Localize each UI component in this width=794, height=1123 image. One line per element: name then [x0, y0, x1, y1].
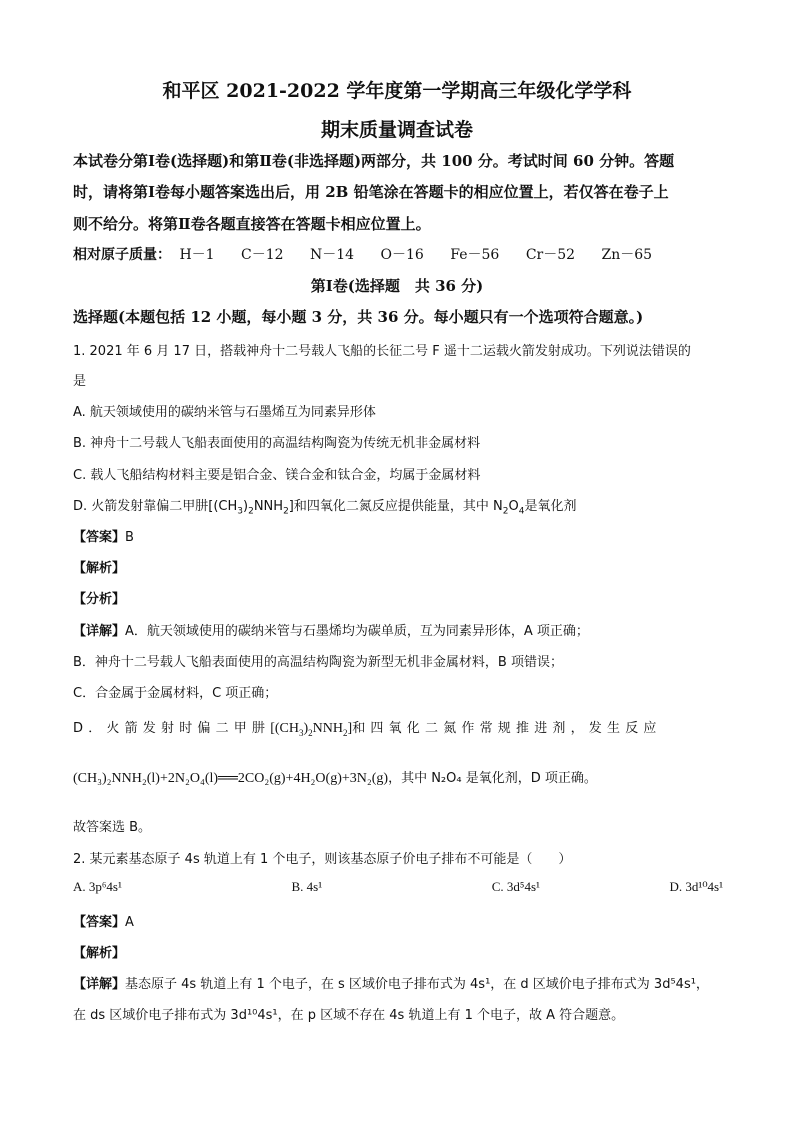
exam-subtitle: 期末质量调查试卷 — [320, 119, 473, 141]
q2-option-a: A. 3p⁶4s¹ — [73, 879, 122, 894]
intro-line-2: 时，请将第Ⅰ卷每小题答案选出后，用 2B 铅笔涂在答题卡的相应位置上，若仅答在卷子上 — [73, 183, 669, 201]
q1-reaction-equation: (CH₃)₂NNH₂(l)+2N₂O₄(l)══2CO₂(g)+4H₂O(g)+3N₂(g)，其中 N₂O₄ 是氧化剂，D 项正确。 — [73, 771, 597, 786]
q1-fenxi-tag: 【分析】 — [73, 592, 126, 607]
q2-detail-1: 【详解】基态原子 4s 轨道上有 1 个电子，在 s 区域价电子排布式为 4s¹，在 d 区域价电子排布式为 3d⁵4s¹， — [73, 977, 709, 992]
exam-title: 和平区 2021-2022 学年度第一学期高三年级化学学科 — [162, 80, 632, 102]
reaction-equation: (CH₃)₂NNH₂(l)+2N₂O₄(l)══2CO₂(g)+4H₂O(g)+3N₂(g) — [73, 771, 389, 786]
atomic-mass-zn: Zn－65 — [601, 247, 653, 263]
q1-answer: 【答案】B — [73, 530, 134, 545]
q1-detail-a: 【详解】A．航天领域使用的碳纳米管与石墨烯均为碳单质，互为同素异形体，A 项正确； — [73, 624, 589, 639]
atomic-mass-h: H－1 — [179, 247, 215, 263]
q1-detail-c: C．合金属于金属材料，C 项正确； — [73, 686, 278, 701]
atomic-mass-fe: Fe－56 — [450, 247, 500, 263]
intro-line-1: 本试卷分第Ⅰ卷(选择题)和第Ⅱ卷(非选择题)两部分，共 100 分。考试时间 60 分钟。答题 — [73, 152, 675, 170]
q2-option-b: B. 4s¹ — [291, 879, 323, 894]
section-title: 第Ⅰ卷(选择题 共 36 分) — [310, 277, 484, 295]
q2-option-c: C. 3d⁵4s¹ — [491, 879, 540, 894]
q1-option-b: B. 神舟十二号载人飞船表面使用的高温结构陶瓷为传统无机非金属材料 — [73, 436, 481, 451]
q1-conclusion: 故答案选 B。 — [73, 820, 152, 835]
atomic-mass-row — [73, 244, 652, 264]
q1-option-c: C. 载人飞船结构材料主要是铝合金、镁合金和钛合金，均属于金属材料 — [73, 468, 481, 483]
q1-analysis-tag: 【解析】 — [73, 561, 126, 576]
q2-detail-2: 在 ds 区域价电子排布式为 3d¹⁰4s¹，在 p 区域不存在 4s 轨道上有 1 个电子，故 A 符合题意。 — [73, 1008, 625, 1023]
q2-option-d: D. 3d¹⁰4s¹ — [669, 879, 723, 894]
q1-detail-b: B．神舟十二号载人飞船表面使用的高温结构陶瓷为新型无机非金属材料，B 项错误； — [73, 655, 563, 670]
atomic-mass-label: 相对原子质量： — [73, 247, 171, 263]
q2-answer: 【答案】A — [73, 915, 134, 930]
atomic-mass-cr: Cr－52 — [525, 247, 576, 263]
atomic-mass-c: C－12 — [241, 247, 284, 263]
q1-option-d: D. 火箭发射靠偏二甲肼$[(CH_3)_2NNH_2]$和四氧化二氮反应提供能量，其中 $N_2O_4$是氧化剂 — [73, 499, 577, 517]
q1-option-a: A. 航天领域使用的碳纳米管与石墨烯互为同素异形体 — [73, 405, 376, 420]
q2-stem: 2. 某元素基态原子 4s 轨道上有 1 个电子，则该基态原子价电子排布不可能是（ ） — [73, 852, 572, 867]
q1-detail-d: D．火箭发射时偏二甲肼$[(CH_3)_2NNH_2]$和四氧化二氮作常规推进剂，发生反应 — [73, 721, 662, 738]
atomic-mass-n: N－14 — [310, 247, 355, 263]
intro-line-3: 则不给分。将第Ⅱ卷各题直接答在答题卡相应位置上。 — [73, 215, 431, 233]
section-instruction: 选择题(本题包括 12 小题，每小题 3 分，共 36 分。每小题只有一个选项符合题意。) — [73, 308, 644, 326]
q1-stem-line-1: 1. 2021 年 6 月 17 日，搭载神舟十二号载人飞船的长征二号 F 遥十二运载火箭发射成功。下列说法错误的 — [73, 344, 691, 359]
q2-options — [73, 879, 723, 895]
q2-analysis-tag: 【解析】 — [73, 946, 126, 961]
q1-stem-line-2: 是 — [73, 374, 87, 389]
atomic-mass-o: O－16 — [380, 247, 424, 263]
